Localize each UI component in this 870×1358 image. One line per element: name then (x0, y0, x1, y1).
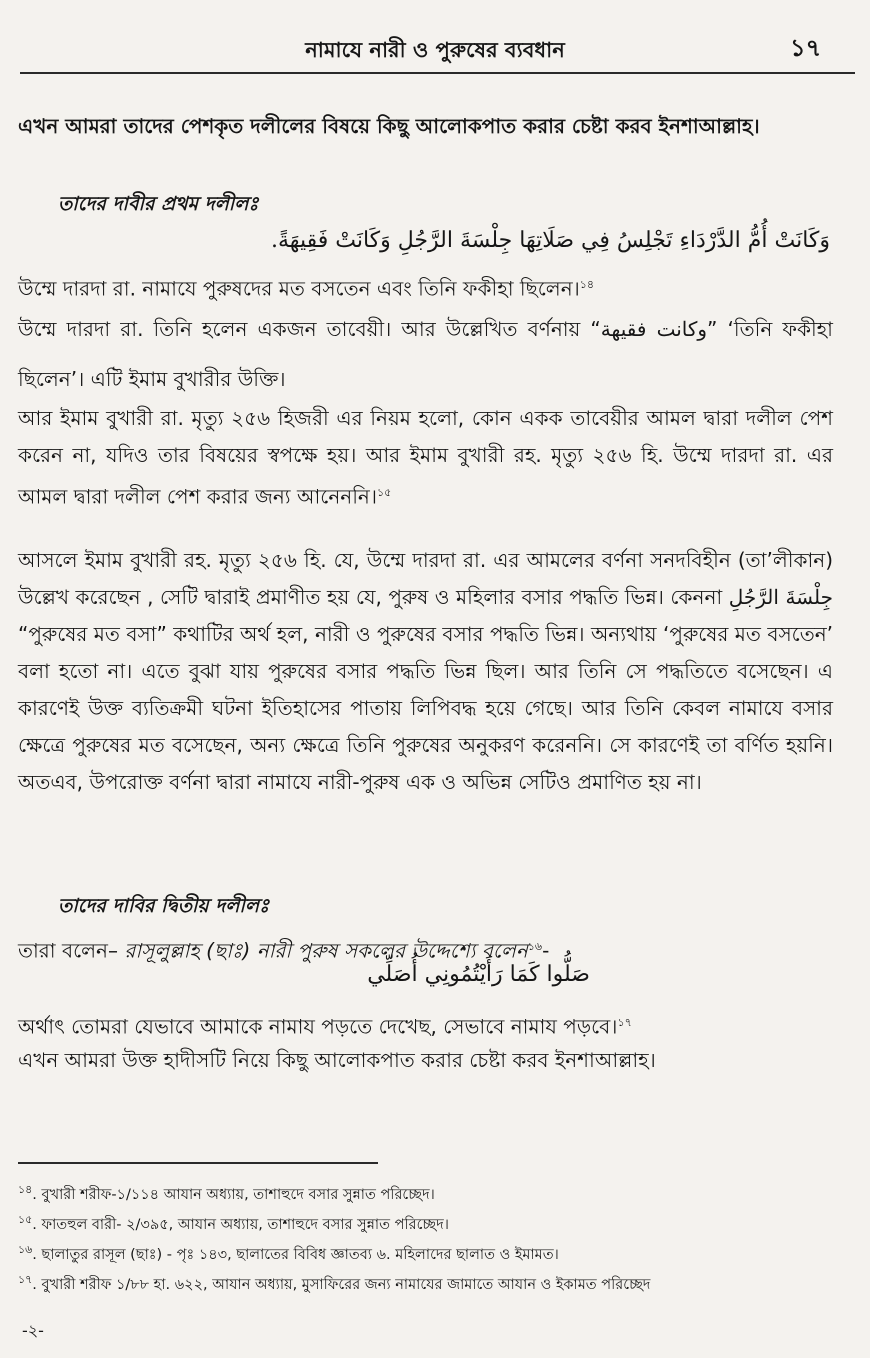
signature-mark: -২- (22, 1321, 44, 1340)
footnote-text: . বুখারী শরীফ ১/৮৮ হা. ৬২২, আযান অধ্যায়, মুসাফিরের জন্য নামাযের জামাতে আযান ও ইকামত পরিচ্ছেদ (32, 1276, 651, 1293)
arabic-quote-first: وَكَانَتْ أُمُّ الدَّرْدَاءِ تَجْلِسُ فِي صَلَاتِهَا جِلْسَةَ الرَّجُلِ وَكَانَتْ فَقِيهَةً. (271, 228, 830, 253)
footnote-divider (18, 1162, 378, 1164)
footnote-number: ১৬ (18, 1243, 33, 1256)
footnote-15 (18, 1210, 858, 1235)
paragraph-text: তারা বলেন– (18, 938, 118, 963)
footnote-number: ১৫ (18, 1213, 33, 1226)
header-divider (20, 72, 855, 74)
footnote-ref-15[interactable]: ১৫ (377, 486, 392, 499)
paragraph-text: উম্মে দারদা রা. তিনি হলেন একজন তাবেয়ী। আর উল্লেখিত বর্ণনায় “ (18, 317, 601, 341)
footnote-14 (18, 1180, 858, 1205)
footnote-text: . ফাতহুল বারী- ২/৩৯৫, আযান অধ্যায়, তাশাহুদে বসার সুন্নাত পরিচ্ছেদ। (32, 1216, 449, 1233)
second-evidence-heading: তাদের দাবির দ্বিতীয় দলীলঃ (58, 895, 270, 917)
first-evidence-heading: তাদের দাবীর প্রথম দলীলঃ (58, 193, 259, 215)
footnote-16 (18, 1240, 858, 1265)
footnote-number: ১৪ (18, 1183, 33, 1196)
running-header-title: নামাযে নারী ও পুরুষের ব্যবধান (305, 38, 565, 62)
footnote-text: . ছালাতুর রাসূল (ছাঃ) - পৃঃ ১৪৩, ছালাতের বিবিধ জ্ঞাতব্য ৬. মহিলাদের ছালাত ও ইমামত। (32, 1246, 559, 1263)
paragraph-text: ” ‘তিনি ফকীহা ছিলেন’। এটি ইমাম বুখারীর উক্তি। (18, 317, 833, 391)
paragraph-bukhari-taliq (18, 542, 833, 801)
paragraph-text: অর্থাৎ তোমরা যেভাবে আমাকে নামায পড়তে দেখেছ, সেভাবে নামায পড়বে। (18, 1014, 618, 1039)
footnote-ref-17[interactable]: ১৭ (617, 1016, 632, 1029)
paragraph-umm-darda-sitting (18, 266, 833, 308)
arabic-hadith-salah: صَلُّوا كَمَا رَأَيْتُمُونِي أُصَلِّي (367, 962, 590, 987)
paragraph-text: “পুরুষের মত বসা” কথাটির অর্থ হল, নারী ও পুরুষের বসার পদ্ধতি ভিন্ন। অন্যথায় ‘পুরুষের মত বসতেন’ বলা হতো না। এতে বুঝা যায় পুরুষের বসার পদ্ধতি ভিন্ন ছিল। আর তিনি সে পদ্ধতিতে বসেছেন। এ কারণেই উক্ত ব্যতিক্রমী ঘটনা ইতিহাসের পাতায় লিপিবদ্ধ হয়ে গেছে। আর তিনি কেবল নামাযে বসার ক্ষেত্রে পুরুষের মত বসেছেন, অন্য ক্ষেত্রে তিনি পুরুষের অনুকরণ করেননি। সে কারণেই তা বর্ণিত হয়নি। অতএব, উপরোক্ত বর্ণনা দ্বারা নামাযে নারী-পুরুষ এক ও অভিন্ন সেটিও প্রমাণিত হয় না। (18, 622, 833, 794)
paragraph-text: উম্মে দারদা রা. নামাযে পুরুষদের মত বসতেন এবং তিনি ফকীহা ছিলেন। (18, 276, 580, 301)
paragraph-bukhari-rule (18, 400, 833, 516)
page-number: ১৭ (790, 34, 822, 62)
paragraph-italic-text: রাসূলুল্লাহ (ছাঃ) নারী পুরুষ সকলের উদ্দেশ্যে বলেন (124, 938, 528, 963)
arabic-inline-faqihah: فقيهة (600, 317, 647, 341)
footnote-text: . বুখারী শরীফ-১/১১৪ আযান অধ্যায়, তাশাহুদে বসার সুন্নাত পরিচ্ছেদ। (32, 1186, 435, 1203)
paragraph-dash: - (542, 938, 550, 963)
paragraph-text: আসলে ইমাম বুখারী রহ. মৃত্যু ২৫৬ হি. যে, উম্মে দারদা রা. এর আমলের বর্ণনা সনদবিহীন (তা’লীকান) উল্লেখ করেছেন , সেটি দ্বারাই প্রমাণীত হয় যে, পুরুষ ও মহিলার বসার পদ্ধতি ভিন্ন। কেননা (18, 548, 833, 609)
footnote-number: ১৭ (18, 1273, 33, 1286)
paragraph-text: আর ইমাম বুখারী রা. মৃত্যু ২৫৬ হিজরী এর নিয়ম হলো, কোন একক তাবেয়ীর আমল দ্বারা দলীল পেশ করেন না, যদিও তার বিষয়ের স্বপক্ষে হয়। আর ইমাম বুখারী রহ. মৃত্যু ২৫৬ হি. উম্মে দারদা রা. এর আমল দ্বারা দলীল পেশ করার জন্য আনেননি। (18, 406, 833, 509)
arabic-inline-wakanat: وكانت (656, 317, 708, 341)
paragraph-closing: এখন আমরা উক্ত হাদীসটি নিয়ে কিছু আলোকপাত করার চেষ্টা করব ইনশাআল্লাহ। (18, 1048, 656, 1072)
paragraph-umm-darda-tabei (18, 304, 833, 404)
footnote-17 (18, 1270, 858, 1295)
footnote-ref-14[interactable]: ১৪ (579, 278, 595, 291)
paragraph-hadith-meaning (18, 1004, 833, 1046)
footnote-ref-16[interactable]: ১৬ (527, 940, 543, 953)
intro-paragraph: এখন আমরা তাদের পেশকৃত দলীলের বিষয়ে কিছু আলোকপাত করার চেষ্টা করব ইনশাআল্লাহ। (18, 114, 760, 138)
arabic-inline-jilsat: جِلْسَةَ الرَّجُلِ (728, 585, 833, 609)
